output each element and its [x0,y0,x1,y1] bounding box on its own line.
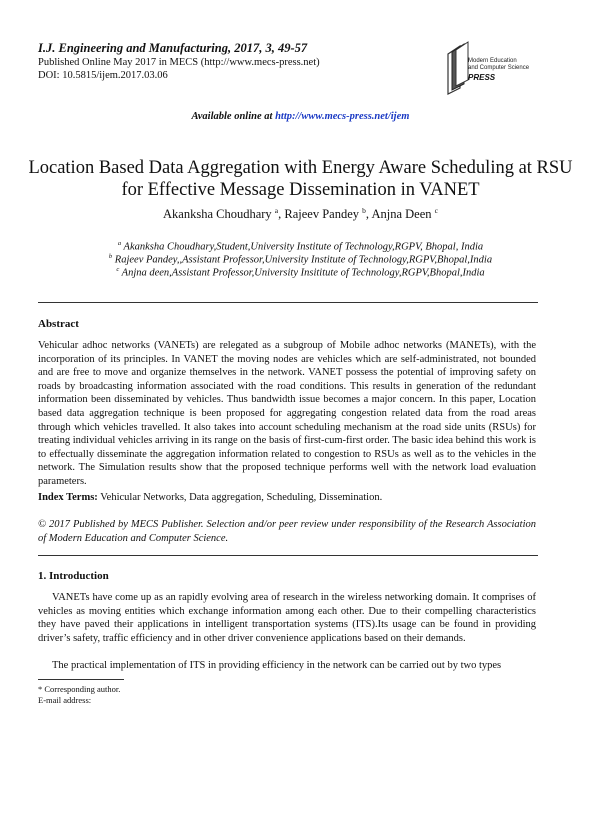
author-sup: b [362,206,366,215]
author-name: Anjna Deen [371,207,432,222]
divider-bottom [38,555,538,556]
author-sup: a [274,206,279,215]
affiliation-text: Rajeev Pandey,,Assistant Professor,University Institute of Technology,RGPV,Bhopal,India [114,254,493,266]
affiliation-sup: c [116,266,120,273]
available-prefix: Available online at [191,111,276,122]
affiliation-sup: b [108,253,113,260]
intro-paragraph-1: VANETs have come up as an rapidly evolving area of research in the wireless networking domain. It comprises of vehicles as moving entities which exchange information among each other. Due to their compelling characteristics they have paved their applications in intelligent transportation systems (ITS).Its usage can be found in providing driver’s safety, traffic efficiency and in other driver convenience applications based on their demands. [38,592,536,644]
divider-top [38,302,538,303]
index-terms-label: Index Terms: [38,492,98,503]
index-terms-text: Vehicular Networks, Data aggregation, Scheduling, Dissemination. [97,492,383,503]
author-sep: , [365,207,372,222]
affiliation-b [0,253,601,266]
affiliation-c [0,266,601,279]
affiliation-sup: a [117,240,122,247]
affiliation-text: Anjna deen,Assistant Professor,University Insititute of Technology,RGPV,Bhopal,India [121,267,485,279]
affiliation-text: Akanksha Choudhary,Student,University Institute of Technology,RGPV, Bhopal, India [123,241,484,253]
author-list [0,206,601,222]
introduction-heading: 1. Introduction [38,570,109,582]
paper-title: Location Based Data Aggregation with Energy Aware Scheduling at RSU for Effective Message Dissemination in VANET [28,158,573,200]
abstract-text: Vehicular adhoc networks (VANETs) are relegated as a subgroup of Mobile adhoc networks (MANETs), with the incorporation of its principles. In VANET the moving nodes are vehicles which are self-administrated, not bounded and are free to move and organize themselves in the network. VANET possess the potential of improving safety on roads by broadcasting information associated with the road conditions. This results in generation of the redundant information been disseminated by vehicles. Thus bandwidth issue becomes a major concern. In this paper, Location based data aggregation technique is been proposed for aggregating congestion related data from the road areas through which vehicles travelled. It also takes into account scheduling mechanism at the road side units (RSUs) for treating individual vehicles arriving in its range on the basis of first-cum-first order. The basic idea behind this work is to effectually disseminate the aggregation information related to congestion to RSUs as well as to the vehicles in the network. The Simulation results show that the proposed technique performs well with the network load evaluation parameters. [38,340,536,487]
footnote-corresponding: * Corresponding author. [38,684,121,694]
logo-line-1: Modern Education [468,58,517,64]
copyright-notice: © 2017 Published by MECS Publisher. Selection and/or peer review under responsibility of the Research Association of Modern Education and Computer Science. [38,519,536,544]
author-sep: , [278,207,285,222]
index-terms [38,491,536,505]
abstract-heading: Abstract [38,318,79,330]
journal-url-link[interactable]: http://www.mecs-press.net/ijem [275,111,410,122]
journal-citation: I.J. Engineering and Manufacturing, 2017, 3, 49-57 [38,41,308,55]
author-name: Rajeev Pandey [284,207,360,222]
footnote-email: E-mail address: [38,695,92,705]
publication-line: Published Online May 2017 in MECS (http://www.mecs-press.net) [38,57,320,68]
intro-paragraph-2: The practical implementation of ITS in providing efficiency in the network can be carried out by two types [52,660,502,671]
footnote-rule [38,679,124,680]
doi-line: DOI: 10.5815/ijem.2017.03.06 [38,70,168,81]
logo-text [468,58,529,72]
author-sup: c [434,206,438,215]
logo-press: PRESS [468,73,496,82]
available-online [0,111,601,122]
logo-line-2: and Computer Science [468,65,530,71]
affiliation-a [0,240,601,253]
author-name: Akanksha Choudhary [163,207,272,222]
